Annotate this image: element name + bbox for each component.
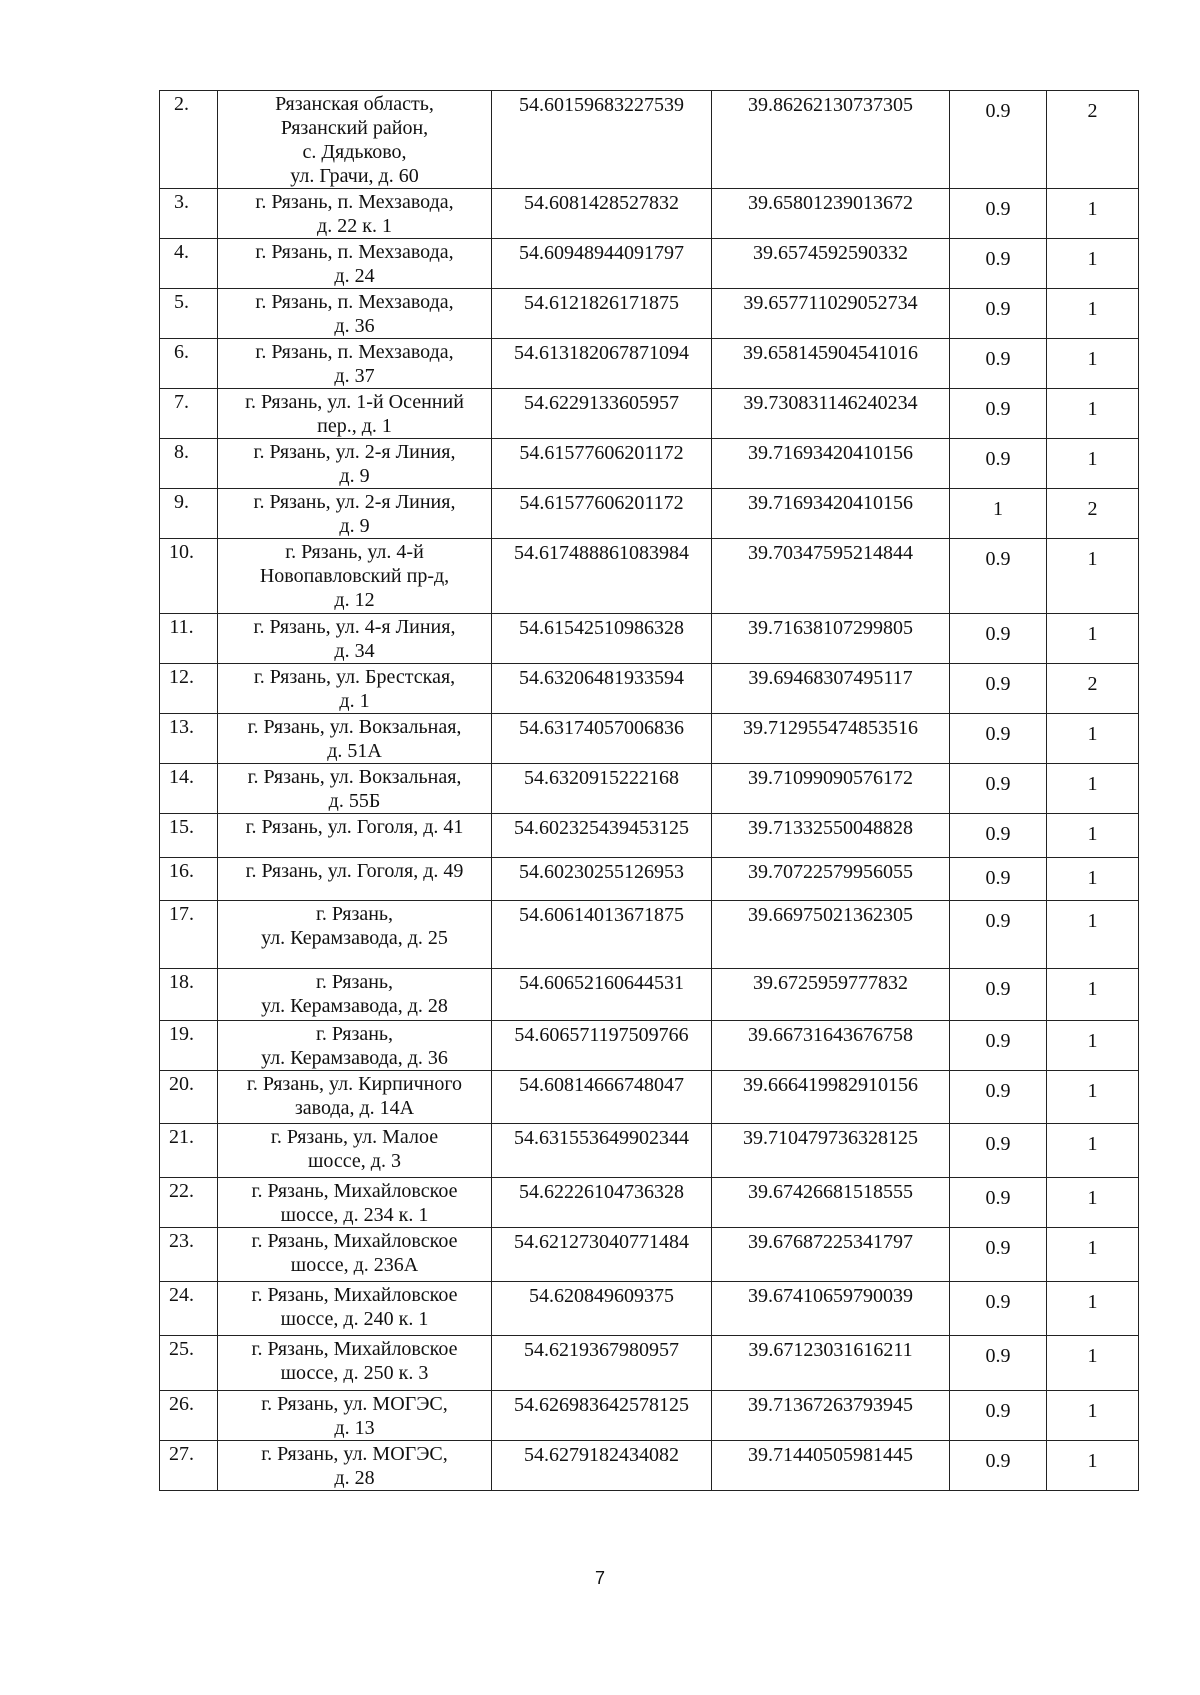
row-coefficient: 0.9: [950, 764, 1047, 814]
row-longitude: 39.6574592590332: [712, 239, 950, 289]
row-count: 1: [1047, 1391, 1139, 1441]
table-row: [160, 764, 1139, 814]
row-latitude: 54.60652160644531: [492, 969, 712, 1021]
row-number: 5.: [160, 289, 218, 339]
row-latitude: 54.620849609375: [492, 1282, 712, 1336]
row-coefficient: 0.9: [950, 1124, 1047, 1178]
row-longitude: 39.71638107299805: [712, 614, 950, 664]
row-longitude: 39.666419982910156: [712, 1071, 950, 1124]
row-number: 6.: [160, 339, 218, 389]
row-latitude: 54.60614013671875: [492, 901, 712, 969]
row-latitude: 54.63206481933594: [492, 664, 712, 714]
table-row: [160, 714, 1139, 764]
row-address: г. Рязань, ул. Малое шоссе, д. 3: [218, 1124, 492, 1178]
row-number: 7.: [160, 389, 218, 439]
table-row: [160, 389, 1139, 439]
row-number: 3.: [160, 189, 218, 239]
row-coefficient: 0.9: [950, 1021, 1047, 1071]
row-latitude: 54.606571197509766: [492, 1021, 712, 1071]
row-address: г. Рязань, ул. Гоголя, д. 49: [218, 858, 492, 901]
row-count: 2: [1047, 91, 1139, 189]
row-latitude: 54.60159683227539: [492, 91, 712, 189]
row-number: 24.: [160, 1282, 218, 1336]
table-row: [160, 1336, 1139, 1391]
row-number: 19.: [160, 1021, 218, 1071]
row-count: 1: [1047, 614, 1139, 664]
table-row: [160, 289, 1139, 339]
row-longitude: 39.66975021362305: [712, 901, 950, 969]
row-longitude: 39.70347595214844: [712, 539, 950, 614]
table-row: [160, 814, 1139, 858]
row-latitude: 54.6279182434082: [492, 1441, 712, 1491]
row-number: 23.: [160, 1228, 218, 1282]
row-count: 1: [1047, 901, 1139, 969]
row-count: 1: [1047, 1071, 1139, 1124]
row-address: г. Рязань, ул. Брестская, д. 1: [218, 664, 492, 714]
table-row: [160, 91, 1139, 189]
table-row: [160, 189, 1139, 239]
row-address: Рязанская область, Рязанский район, с. Дядьково, ул. Грачи, д. 60: [218, 91, 492, 189]
row-number: 18.: [160, 969, 218, 1021]
row-count: 1: [1047, 969, 1139, 1021]
row-longitude: 39.730831146240234: [712, 389, 950, 439]
row-coefficient: 0.9: [950, 189, 1047, 239]
row-number: 4.: [160, 239, 218, 289]
table-row: [160, 1124, 1139, 1178]
row-count: 1: [1047, 1021, 1139, 1071]
row-longitude: 39.67123031616211: [712, 1336, 950, 1391]
row-count: 1: [1047, 1441, 1139, 1491]
table-row: [160, 664, 1139, 714]
row-latitude: 54.6121826171875: [492, 289, 712, 339]
row-number: 11.: [160, 614, 218, 664]
row-count: 1: [1047, 1336, 1139, 1391]
row-coefficient: 0.9: [950, 289, 1047, 339]
row-number: 27.: [160, 1441, 218, 1491]
row-count: 1: [1047, 764, 1139, 814]
row-longitude: 39.658145904541016: [712, 339, 950, 389]
row-number: 12.: [160, 664, 218, 714]
row-number: 2.: [160, 91, 218, 189]
row-number: 10.: [160, 539, 218, 614]
row-latitude: 54.61542510986328: [492, 614, 712, 664]
row-address: г. Рязань, ул. 4-я Линия, д. 34: [218, 614, 492, 664]
table-row: [160, 439, 1139, 489]
row-number: 15.: [160, 814, 218, 858]
row-coefficient: 0.9: [950, 664, 1047, 714]
row-latitude: 54.61577606201172: [492, 439, 712, 489]
row-coefficient: 0.9: [950, 714, 1047, 764]
row-longitude: 39.65801239013672: [712, 189, 950, 239]
row-coefficient: 0.9: [950, 1228, 1047, 1282]
row-longitude: 39.71440505981445: [712, 1441, 950, 1491]
row-latitude: 54.602325439453125: [492, 814, 712, 858]
row-coefficient: 0.9: [950, 239, 1047, 289]
table-row: [160, 614, 1139, 664]
row-latitude: 54.60230255126953: [492, 858, 712, 901]
row-number: 20.: [160, 1071, 218, 1124]
row-longitude: 39.67687225341797: [712, 1228, 950, 1282]
row-coefficient: 0.9: [950, 339, 1047, 389]
row-coefficient: 0.9: [950, 614, 1047, 664]
row-longitude: 39.67426681518555: [712, 1178, 950, 1228]
row-count: 2: [1047, 489, 1139, 539]
row-longitude: 39.71693420410156: [712, 439, 950, 489]
row-address: г. Рязань, п. Мехзавода, д. 24: [218, 239, 492, 289]
row-latitude: 54.613182067871094: [492, 339, 712, 389]
row-latitude: 54.61577606201172: [492, 489, 712, 539]
row-longitude: 39.66731643676758: [712, 1021, 950, 1071]
row-number: 8.: [160, 439, 218, 489]
row-latitude: 54.6219367980957: [492, 1336, 712, 1391]
row-longitude: 39.71332550048828: [712, 814, 950, 858]
row-coefficient: 0.9: [950, 1178, 1047, 1228]
row-count: 1: [1047, 1124, 1139, 1178]
row-number: 26.: [160, 1391, 218, 1441]
row-coefficient: 0.9: [950, 814, 1047, 858]
row-latitude: 54.6320915222168: [492, 764, 712, 814]
row-address: г. Рязань, ул. 2-я Линия, д. 9: [218, 439, 492, 489]
row-address: г. Рязань, п. Мехзавода, д. 36: [218, 289, 492, 339]
row-address: г. Рязань, п. Мехзавода, д. 37: [218, 339, 492, 389]
row-latitude: 54.60814666748047: [492, 1071, 712, 1124]
registry-table: [159, 90, 1139, 1491]
row-coefficient: 0.9: [950, 389, 1047, 439]
row-address: г. Рязань, п. Мехзавода, д. 22 к. 1: [218, 189, 492, 239]
row-coefficient: 0.9: [950, 901, 1047, 969]
table-row: [160, 539, 1139, 614]
row-count: 1: [1047, 289, 1139, 339]
table-row: [160, 1021, 1139, 1071]
row-longitude: 39.71693420410156: [712, 489, 950, 539]
table-row: [160, 239, 1139, 289]
row-longitude: 39.6725959777832: [712, 969, 950, 1021]
row-number: 17.: [160, 901, 218, 969]
row-latitude: 54.621273040771484: [492, 1228, 712, 1282]
row-count: 1: [1047, 1178, 1139, 1228]
row-number: 25.: [160, 1336, 218, 1391]
table-row: [160, 339, 1139, 389]
row-count: 1: [1047, 189, 1139, 239]
row-latitude: 54.6081428527832: [492, 189, 712, 239]
row-address: г. Рязань, Михайловское шоссе, д. 240 к. 1: [218, 1282, 492, 1336]
table-row: [160, 489, 1139, 539]
row-coefficient: 0.9: [950, 1391, 1047, 1441]
row-address: г. Рязань, Михайловское шоссе, д. 234 к. 1: [218, 1178, 492, 1228]
row-address: г. Рязань, ул. 4-й Новопавловский пр-д, д. 12: [218, 539, 492, 614]
row-address: г. Рязань, ул. МОГЭС, д. 13: [218, 1391, 492, 1441]
row-latitude: 54.631553649902344: [492, 1124, 712, 1178]
row-longitude: 39.710479736328125: [712, 1124, 950, 1178]
row-address: г. Рязань, ул. 2-я Линия, д. 9: [218, 489, 492, 539]
row-address: г. Рязань, Михайловское шоссе, д. 250 к. 3: [218, 1336, 492, 1391]
row-longitude: 39.86262130737305: [712, 91, 950, 189]
row-latitude: 54.60948944091797: [492, 239, 712, 289]
row-number: 21.: [160, 1124, 218, 1178]
row-latitude: 54.617488861083984: [492, 539, 712, 614]
page-number: 7: [594, 1568, 605, 1588]
row-address: г. Рязань, ул. Вокзальная, д. 51А: [218, 714, 492, 764]
row-address: г. Рязань, ул. МОГЭС, д. 28: [218, 1441, 492, 1491]
row-address: г. Рязань, ул. Вокзальная, д. 55Б: [218, 764, 492, 814]
row-latitude: 54.6229133605957: [492, 389, 712, 439]
row-address: г. Рязань, ул. Керамзавода, д. 25: [218, 901, 492, 969]
row-count: 1: [1047, 339, 1139, 389]
row-address: г. Рязань, Михайловское шоссе, д. 236А: [218, 1228, 492, 1282]
table-row: [160, 901, 1139, 969]
row-address: г. Рязань, ул. Керамзавода, д. 36: [218, 1021, 492, 1071]
row-longitude: 39.712955474853516: [712, 714, 950, 764]
row-number: 14.: [160, 764, 218, 814]
table-row: [160, 1071, 1139, 1124]
row-coefficient: 0.9: [950, 1071, 1047, 1124]
row-number: 16.: [160, 858, 218, 901]
row-coefficient: 0.9: [950, 439, 1047, 489]
row-number: 22.: [160, 1178, 218, 1228]
row-count: 1: [1047, 858, 1139, 901]
table-body: [160, 91, 1139, 1491]
row-latitude: 54.63174057006836: [492, 714, 712, 764]
table-row: [160, 1441, 1139, 1491]
row-longitude: 39.67410659790039: [712, 1282, 950, 1336]
table-row: [160, 1178, 1139, 1228]
row-address: г. Рязань, ул. Кирпичного завода, д. 14А: [218, 1071, 492, 1124]
row-longitude: 39.657711029052734: [712, 289, 950, 339]
table-row: [160, 1391, 1139, 1441]
row-coefficient: 0.9: [950, 1282, 1047, 1336]
row-count: 1: [1047, 439, 1139, 489]
row-count: 1: [1047, 714, 1139, 764]
row-coefficient: 1: [950, 489, 1047, 539]
table-row: [160, 1282, 1139, 1336]
table-row: [160, 858, 1139, 901]
row-address: г. Рязань, ул. Гоголя, д. 41: [218, 814, 492, 858]
row-coefficient: 0.9: [950, 1336, 1047, 1391]
row-count: 2: [1047, 664, 1139, 714]
row-count: 1: [1047, 389, 1139, 439]
row-number: 9.: [160, 489, 218, 539]
row-latitude: 54.626983642578125: [492, 1391, 712, 1441]
row-count: 1: [1047, 1228, 1139, 1282]
row-longitude: 39.71367263793945: [712, 1391, 950, 1441]
row-count: 1: [1047, 539, 1139, 614]
row-coefficient: 0.9: [950, 858, 1047, 901]
table-row: [160, 969, 1139, 1021]
row-number: 13.: [160, 714, 218, 764]
row-address: г. Рязань, ул. 1-й Осенний пер., д. 1: [218, 389, 492, 439]
row-longitude: 39.69468307495117: [712, 664, 950, 714]
row-latitude: 54.62226104736328: [492, 1178, 712, 1228]
row-longitude: 39.70722579956055: [712, 858, 950, 901]
row-count: 1: [1047, 814, 1139, 858]
row-longitude: 39.71099090576172: [712, 764, 950, 814]
row-count: 1: [1047, 1282, 1139, 1336]
row-coefficient: 0.9: [950, 539, 1047, 614]
row-count: 1: [1047, 239, 1139, 289]
row-coefficient: 0.9: [950, 969, 1047, 1021]
row-address: г. Рязань, ул. Керамзавода, д. 28: [218, 969, 492, 1021]
row-coefficient: 0.9: [950, 91, 1047, 189]
row-coefficient: 0.9: [950, 1441, 1047, 1491]
table-row: [160, 1228, 1139, 1282]
